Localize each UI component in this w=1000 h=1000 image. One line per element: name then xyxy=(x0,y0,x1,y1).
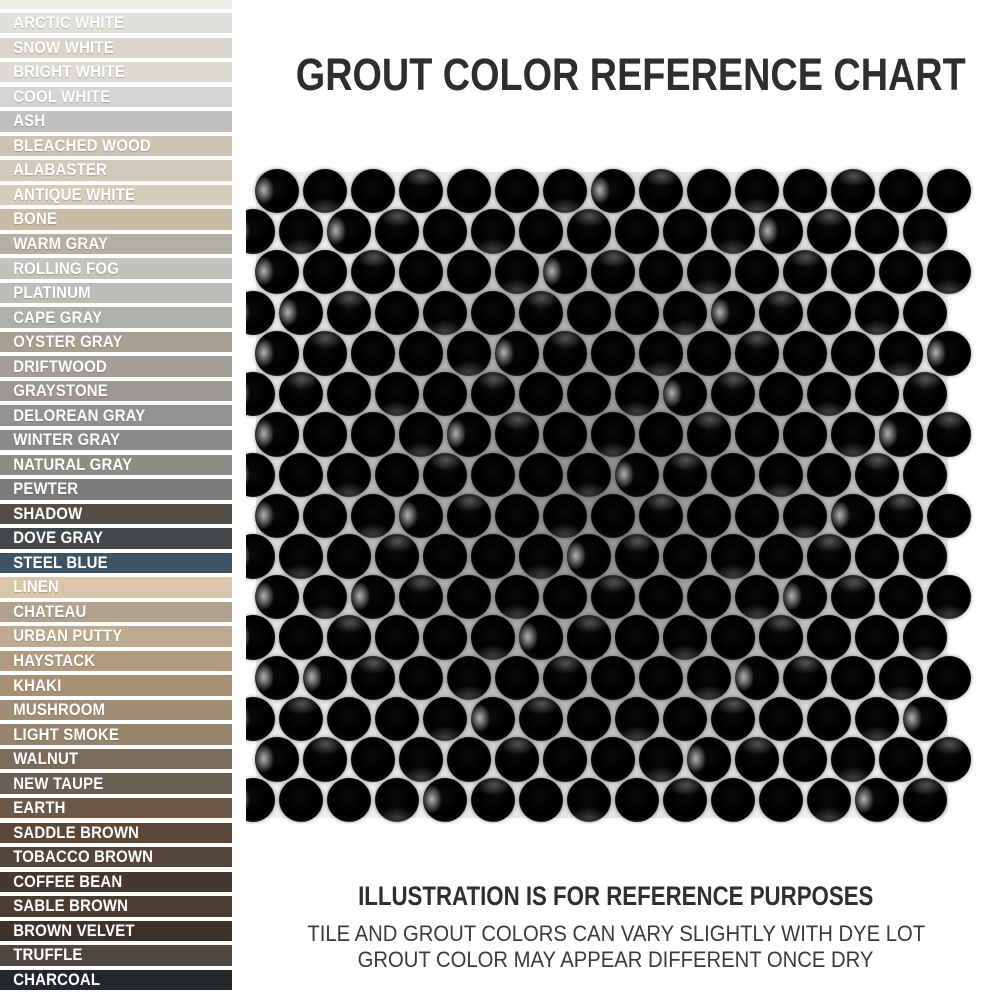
penny-tile xyxy=(927,737,972,782)
penny-tile xyxy=(831,737,876,782)
penny-tile xyxy=(615,697,660,742)
penny-tile xyxy=(927,169,972,214)
penny-tile xyxy=(519,291,564,336)
grout-swatch-label: SNOW WHITE xyxy=(13,37,114,57)
penny-tile xyxy=(327,697,372,742)
grout-swatch-label: PLATINUM xyxy=(13,283,91,303)
penny-tile xyxy=(735,737,780,782)
penny-tile xyxy=(567,615,612,660)
penny-tile xyxy=(807,534,852,579)
penny-tile xyxy=(375,209,420,254)
penny-tile xyxy=(855,209,900,254)
penny-tile xyxy=(303,331,348,376)
grout-swatch xyxy=(0,651,232,671)
grout-swatch xyxy=(0,577,232,597)
penny-tile xyxy=(495,412,540,457)
penny-tile xyxy=(927,331,972,376)
grout-swatch-label: TOBACCO BROWN xyxy=(13,847,154,867)
grout-swatch-label: DELOREAN GRAY xyxy=(13,405,146,425)
penny-tile xyxy=(447,494,492,539)
penny-tile xyxy=(303,494,348,539)
penny-tile xyxy=(783,331,828,376)
grout-swatch xyxy=(0,528,232,548)
penny-tile xyxy=(759,615,804,660)
penny-tile xyxy=(615,209,660,254)
penny-tile xyxy=(927,575,972,620)
grout-swatch xyxy=(0,234,232,254)
grout-swatch xyxy=(0,13,232,33)
grout-swatch xyxy=(0,258,232,278)
page-title: GROUT COLOR REFERENCE CHART xyxy=(295,49,966,100)
grout-swatch xyxy=(0,945,232,965)
tile-mosaic-photo xyxy=(246,166,976,824)
penny-tile xyxy=(831,494,876,539)
penny-tile xyxy=(807,291,852,336)
penny-tile xyxy=(399,494,444,539)
penny-tile xyxy=(615,291,660,336)
penny-tile xyxy=(855,615,900,660)
penny-tile xyxy=(327,615,372,660)
penny-tile xyxy=(495,331,540,376)
penny-tile xyxy=(495,494,540,539)
penny-tile xyxy=(279,697,324,742)
grout-swatch-label: COOL WHITE xyxy=(13,86,111,106)
grout-swatch-label: BROWN VELVET xyxy=(13,920,135,940)
penny-tile xyxy=(255,331,300,376)
penny-tile xyxy=(327,291,372,336)
penny-tile xyxy=(735,494,780,539)
grout-swatch xyxy=(0,62,232,82)
grout-swatch xyxy=(0,405,232,425)
penny-tile xyxy=(567,697,612,742)
penny-tile xyxy=(663,534,708,579)
penny-tile xyxy=(423,209,468,254)
penny-tile xyxy=(543,412,588,457)
penny-tile xyxy=(903,534,948,579)
penny-tile xyxy=(255,412,300,457)
grout-swatch xyxy=(0,872,232,892)
penny-tile xyxy=(759,697,804,742)
grout-swatch-label: NEW TAUPE xyxy=(13,773,104,793)
penny-tile xyxy=(759,291,804,336)
penny-tile xyxy=(519,615,564,660)
grout-swatch xyxy=(0,896,232,916)
penny-tile xyxy=(375,534,420,579)
penny-tile xyxy=(663,209,708,254)
penny-tile xyxy=(423,291,468,336)
penny-tile xyxy=(591,494,636,539)
footer-line-1: TILE AND GROUT COLORS CAN VARY SLIGHTLY WITH DYE LOT xyxy=(307,921,925,946)
grout-swatch-label: HAYSTACK xyxy=(13,651,96,671)
penny-tile xyxy=(471,209,516,254)
penny-tile xyxy=(567,209,612,254)
penny-tile xyxy=(903,615,948,660)
grout-swatch-label: DRIFTWOOD xyxy=(13,356,108,376)
grout-swatch xyxy=(0,823,232,843)
penny-tile xyxy=(735,412,780,457)
grout-swatch-label: EARTH xyxy=(13,798,66,818)
penny-tile xyxy=(831,331,876,376)
penny-tile xyxy=(735,331,780,376)
grout-swatch-label: BLEACHED WOOD xyxy=(13,135,151,155)
grout-swatch-label: BRIGHT WHITE xyxy=(13,62,126,82)
penny-tile xyxy=(399,331,444,376)
grout-swatch xyxy=(0,160,232,180)
penny-tile xyxy=(375,615,420,660)
penny-tile xyxy=(375,697,420,742)
penny-tile xyxy=(519,209,564,254)
penny-tile xyxy=(279,209,324,254)
penny-tile xyxy=(423,615,468,660)
grout-swatch xyxy=(0,773,232,793)
penny-tile xyxy=(375,291,420,336)
penny-tile xyxy=(351,494,396,539)
grout-swatch xyxy=(0,209,232,229)
penny-tile xyxy=(687,494,732,539)
grout-swatch xyxy=(0,430,232,450)
penny-tile xyxy=(639,737,684,782)
grout-swatch-label: CHARCOAL xyxy=(13,969,101,989)
grout-swatch-label: CAPE GRAY xyxy=(13,307,103,327)
penny-tile xyxy=(903,697,948,742)
footer-heading: ILLUSTRATION IS FOR REFERENCE PURPOSES xyxy=(358,881,874,911)
penny-tile xyxy=(279,291,324,336)
penny-tile xyxy=(807,697,852,742)
penny-tile xyxy=(567,534,612,579)
grout-swatch xyxy=(0,724,232,744)
penny-tile xyxy=(711,209,756,254)
penny-tile xyxy=(807,209,852,254)
penny-tile xyxy=(543,494,588,539)
grout-swatch xyxy=(0,798,232,818)
penny-tile xyxy=(447,412,492,457)
penny-tile xyxy=(903,209,948,254)
penny-tile xyxy=(591,412,636,457)
grout-swatch-label: KHAKI xyxy=(13,675,62,695)
grout-swatch-label: CHATEAU xyxy=(13,601,87,621)
grout-swatch xyxy=(0,283,232,303)
grout-swatch-label: WALNUT xyxy=(13,749,79,769)
grout-swatch xyxy=(0,111,232,131)
grout-swatch xyxy=(0,675,232,695)
grout-swatch-label: SHADOW xyxy=(13,503,83,523)
penny-tile xyxy=(327,209,372,254)
grout-swatch-label: SADDLE BROWN xyxy=(13,822,140,842)
grout-swatch-label: DOVE GRAY xyxy=(13,528,104,548)
grout-swatch-label: MUSHROOM xyxy=(13,700,106,720)
grout-swatch-label: ARCTIC WHITE xyxy=(13,13,125,33)
grout-swatch-label: TRUFFLE xyxy=(13,945,83,965)
penny-tile xyxy=(639,412,684,457)
grout-swatch xyxy=(0,185,232,205)
grout-color-list xyxy=(0,0,232,1000)
penny-tile xyxy=(855,697,900,742)
penny-tile xyxy=(711,697,756,742)
grout-swatch-label: COFFEE BEAN xyxy=(13,871,123,891)
grout-swatch xyxy=(0,700,232,720)
penny-tile xyxy=(351,737,396,782)
grout-swatch-label: PEWTER xyxy=(13,479,79,499)
penny-tile xyxy=(615,534,660,579)
penny-tile xyxy=(519,697,564,742)
penny-tile xyxy=(783,494,828,539)
penny-tile xyxy=(687,737,732,782)
grout-swatch-label: STEEL BLUE xyxy=(13,552,108,572)
grout-swatch-label: BONE xyxy=(13,209,58,229)
penny-tile xyxy=(783,737,828,782)
penny-tile xyxy=(471,615,516,660)
footer-line-2: GROUT COLOR MAY APPEAR DIFFERENT ONCE DRY xyxy=(358,947,874,972)
grout-swatch xyxy=(0,479,232,499)
penny-tile xyxy=(687,331,732,376)
penny-tile xyxy=(759,534,804,579)
penny-tile xyxy=(927,250,972,295)
penny-tile xyxy=(927,494,972,539)
grout-swatch xyxy=(0,38,232,58)
grout-swatch xyxy=(0,749,232,769)
penny-tile xyxy=(855,291,900,336)
penny-tile xyxy=(831,412,876,457)
grout-swatch xyxy=(0,455,232,475)
grout-swatch xyxy=(0,970,232,990)
penny-tile xyxy=(423,697,468,742)
grout-swatch xyxy=(0,87,232,107)
penny-tile xyxy=(639,331,684,376)
grout-swatch-label: OYSTER GRAY xyxy=(13,332,123,352)
penny-tile xyxy=(879,412,924,457)
penny-tile xyxy=(807,615,852,660)
grout-swatch xyxy=(0,602,232,622)
grout-swatch-label: GRAYSTONE xyxy=(13,381,108,401)
penny-tile xyxy=(711,291,756,336)
penny-tile xyxy=(447,331,492,376)
grout-swatch xyxy=(0,356,232,376)
penny-tile xyxy=(927,412,972,457)
penny-tile xyxy=(639,494,684,539)
grout-swatch-label: SABLE BROWN xyxy=(13,896,129,916)
penny-tile xyxy=(519,534,564,579)
penny-tile xyxy=(615,615,660,660)
grout-swatch-label: LIGHT SMOKE xyxy=(13,724,120,744)
penny-tile xyxy=(447,737,492,782)
grout-swatch xyxy=(0,381,232,401)
penny-tile xyxy=(711,615,756,660)
grout-swatch xyxy=(0,136,232,156)
title-container xyxy=(232,49,1000,100)
penny-tile xyxy=(471,534,516,579)
grout-swatch xyxy=(0,307,232,327)
grout-swatch xyxy=(0,847,232,867)
penny-tile xyxy=(471,291,516,336)
grout-swatch-label: ALABASTER xyxy=(13,160,108,180)
penny-tile xyxy=(543,331,588,376)
penny-tile xyxy=(759,209,804,254)
penny-tile xyxy=(855,534,900,579)
grout-swatch-label: ROLLING FOG xyxy=(13,258,120,278)
penny-tile xyxy=(279,615,324,660)
grout-swatch xyxy=(0,332,232,352)
grout-swatch-label: LINEN xyxy=(13,577,59,597)
penny-tile xyxy=(303,737,348,782)
grout-swatch-label: WARM GRAY xyxy=(13,233,109,253)
penny-tile xyxy=(591,737,636,782)
penny-tile xyxy=(471,697,516,742)
penny-tile xyxy=(663,697,708,742)
grout-swatch-label: ASH xyxy=(13,111,46,131)
grout-swatch-label: ANTIQUE WHITE xyxy=(13,184,136,204)
penny-tile xyxy=(711,534,756,579)
penny-tile xyxy=(591,331,636,376)
grout-swatch-label: URBAN PUTTY xyxy=(13,626,123,646)
grout-swatch xyxy=(0,626,232,646)
grout-swatch xyxy=(0,553,232,573)
penny-tile xyxy=(327,534,372,579)
penny-tile xyxy=(687,412,732,457)
grout-swatch-label: NATURAL GRAY xyxy=(13,454,133,474)
penny-tile xyxy=(879,331,924,376)
penny-tile xyxy=(903,291,948,336)
penny-tile xyxy=(279,534,324,579)
grout-swatch xyxy=(0,504,232,524)
penny-tile xyxy=(303,412,348,457)
penny-tile xyxy=(879,737,924,782)
grout-swatch xyxy=(0,921,232,941)
penny-tile xyxy=(399,412,444,457)
penny-tile xyxy=(351,412,396,457)
penny-tile xyxy=(567,291,612,336)
penny-tile xyxy=(423,534,468,579)
penny-tile xyxy=(543,737,588,782)
penny-tile xyxy=(255,737,300,782)
penny-tile xyxy=(663,615,708,660)
penny-tile xyxy=(399,737,444,782)
penny-tile xyxy=(783,412,828,457)
penny-tile xyxy=(663,291,708,336)
grout-swatch-label: WINTER GRAY xyxy=(13,430,121,450)
penny-tile xyxy=(495,737,540,782)
grout-swatch-partial xyxy=(0,0,232,9)
penny-tile xyxy=(927,656,972,701)
penny-tile xyxy=(255,494,300,539)
penny-tile xyxy=(351,331,396,376)
penny-tile xyxy=(879,494,924,539)
